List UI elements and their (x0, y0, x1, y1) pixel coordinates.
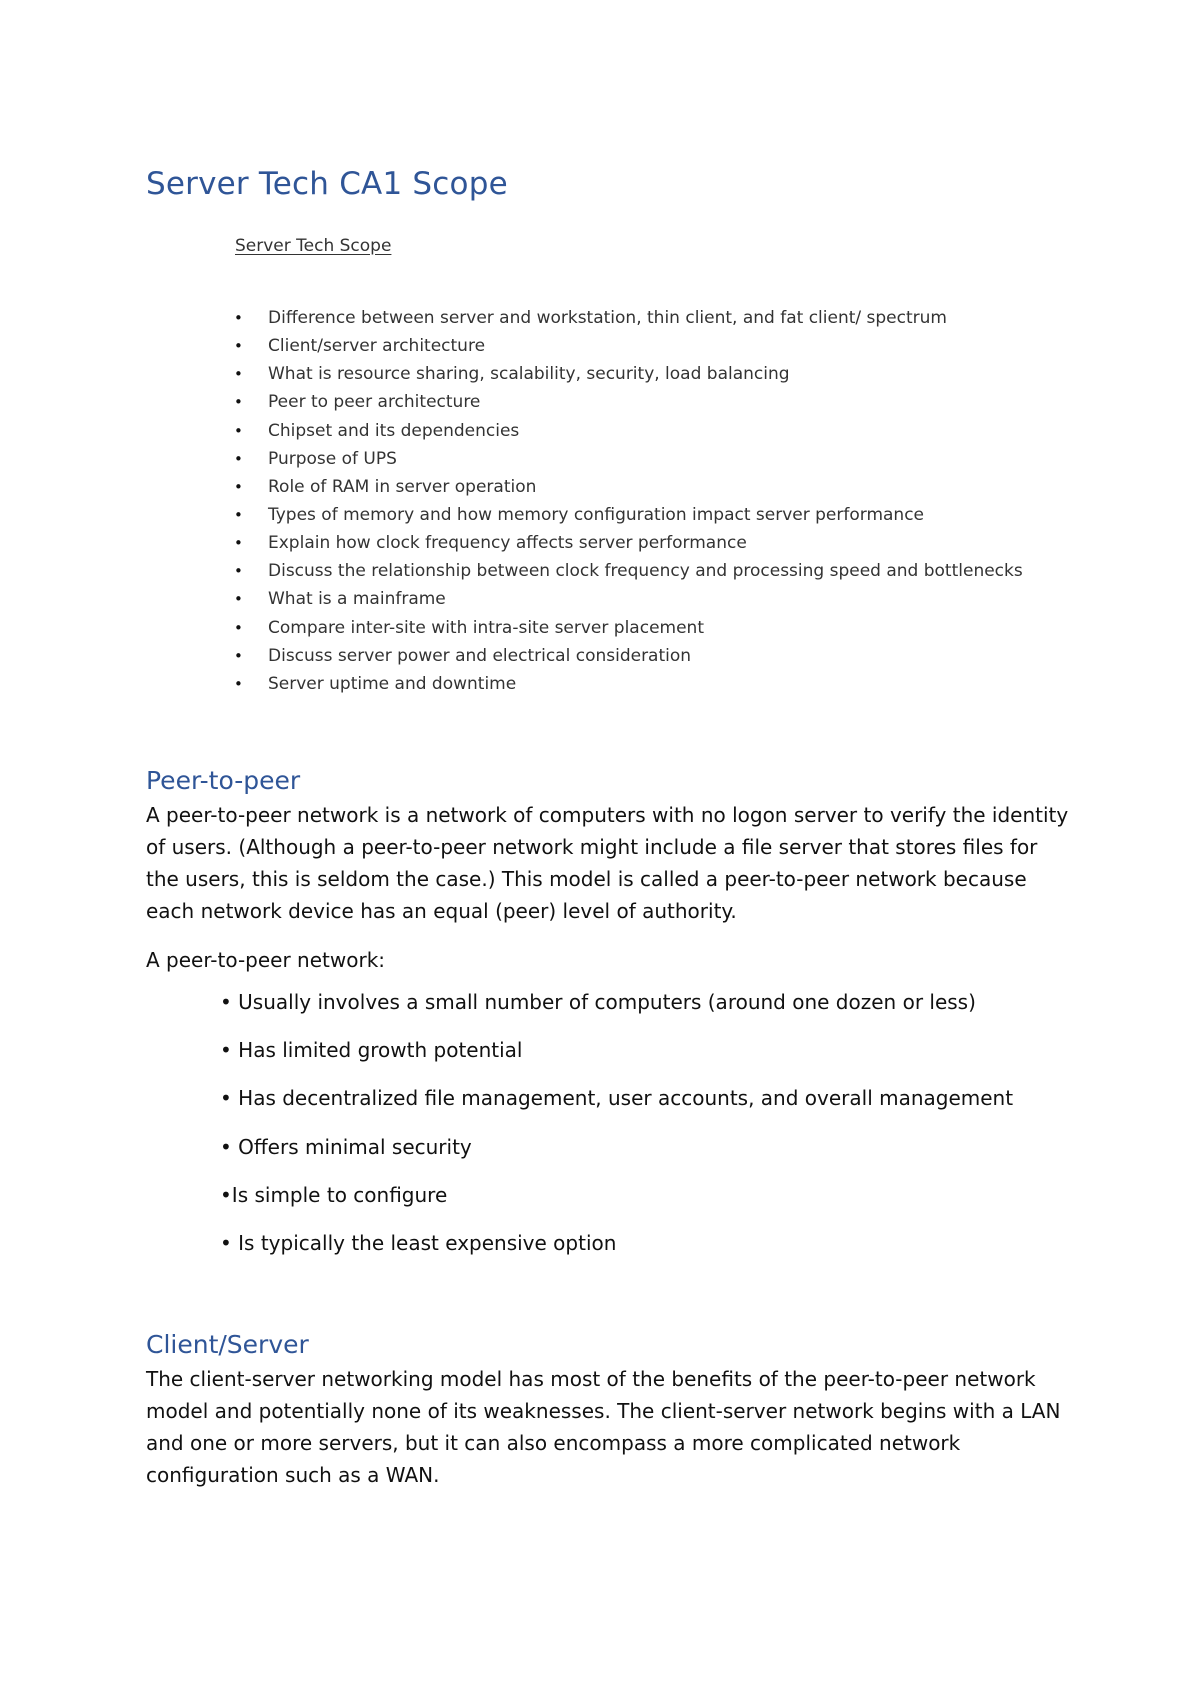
list-item-text: Purpose of UPS (268, 448, 397, 469)
list-item: • Has decentralized file management, user accounts, and overall management (220, 1086, 1014, 1111)
bullet-icon: • (234, 618, 243, 637)
bullet-icon: • (234, 590, 243, 609)
scope-heading: Server Tech Scope (235, 236, 392, 256)
list-item (234, 332, 1023, 360)
list-item-text: Discuss the relationship between clock frequency and processing speed and bottlenecks (268, 561, 1023, 582)
list-item (234, 445, 1023, 473)
list-item-text: Client/server architecture (268, 336, 486, 357)
list-item-text: Chipset and its dependencies (268, 420, 520, 441)
list-item (234, 670, 1023, 698)
list-item: • Offers minimal security (220, 1134, 472, 1159)
bullet-icon: • (234, 477, 243, 496)
bullet-icon: • (234, 393, 243, 412)
list-item (234, 642, 1023, 670)
bullet-icon: • (234, 505, 243, 524)
bullet-icon: • (234, 449, 243, 468)
list-item: • Has limited growth potential (220, 1038, 523, 1063)
list-item (234, 585, 1023, 613)
list-item-text: Role of RAM in server operation (268, 476, 537, 497)
list-item: • Is typically the least expensive option (220, 1230, 617, 1255)
list-item (234, 360, 1023, 388)
peer-to-peer-list-intro: A peer-to-peer network: (146, 948, 386, 972)
list-item-text: Server uptime and downtime (268, 673, 517, 694)
bullet-icon: • (234, 562, 243, 581)
list-item-text: What is a mainframe (268, 589, 446, 610)
list-item-text: What is resource sharing, scalability, security, load balancing (268, 364, 790, 385)
list-item (234, 304, 1023, 332)
peer-to-peer-paragraph: A peer-to-peer network is a network of computers with no logon server to verify the identity of users. (Although a peer-to-peer network might include a file server that stores files for the users, this is seldom the case.) This model is called a peer-to-peer network because each network device has an equal (peer) level of authority. (146, 803, 1069, 923)
bullet-icon: • (234, 337, 243, 356)
list-item-text: Compare inter-site with intra-site server placement (268, 617, 704, 638)
list-item-text: Difference between server and workstation, thin client, and fat client/ spectrum (268, 308, 947, 328)
list-item-text: Peer to peer architecture (268, 392, 481, 413)
list-item (234, 614, 1023, 642)
bullet-icon: • (234, 365, 243, 384)
section-heading-peer-to-peer: Peer-to-peer (146, 766, 301, 795)
list-item: •Is simple to configure (220, 1182, 448, 1207)
bullet-icon: • (234, 534, 243, 553)
bullet-icon: • (234, 646, 243, 665)
list-item-text: Discuss server power and electrical consideration (268, 645, 692, 666)
document-title: Server Tech CA1 Scope (146, 166, 508, 202)
list-item (234, 529, 1023, 557)
list-item (234, 388, 1023, 416)
bullet-icon: • (234, 421, 243, 440)
list-item-text: Explain how clock frequency affects server performance (268, 533, 747, 554)
peer-to-peer-list (220, 986, 1013, 1275)
section-heading-client-server: Client/Server (146, 1330, 309, 1359)
list-item-text: Types of memory and how memory configuration impact server performance (268, 504, 925, 525)
list-item (234, 501, 1023, 529)
client-server-paragraph: The client-server networking model has most of the benefits of the peer-to-peer network model and potentially none of its weaknesses. The client-server network begins with a LAN and one or more servers, but it can also encompass a more complicated network configuration such as a WAN. (146, 1367, 1061, 1487)
list-item (234, 557, 1023, 585)
scope-list (234, 304, 1023, 698)
list-item (234, 417, 1023, 445)
bullet-icon: • (234, 674, 243, 693)
bullet-icon: • (234, 309, 243, 327)
list-item (234, 473, 1023, 501)
list-item: • Usually involves a small number of computers (around one dozen or less) (220, 990, 976, 1014)
